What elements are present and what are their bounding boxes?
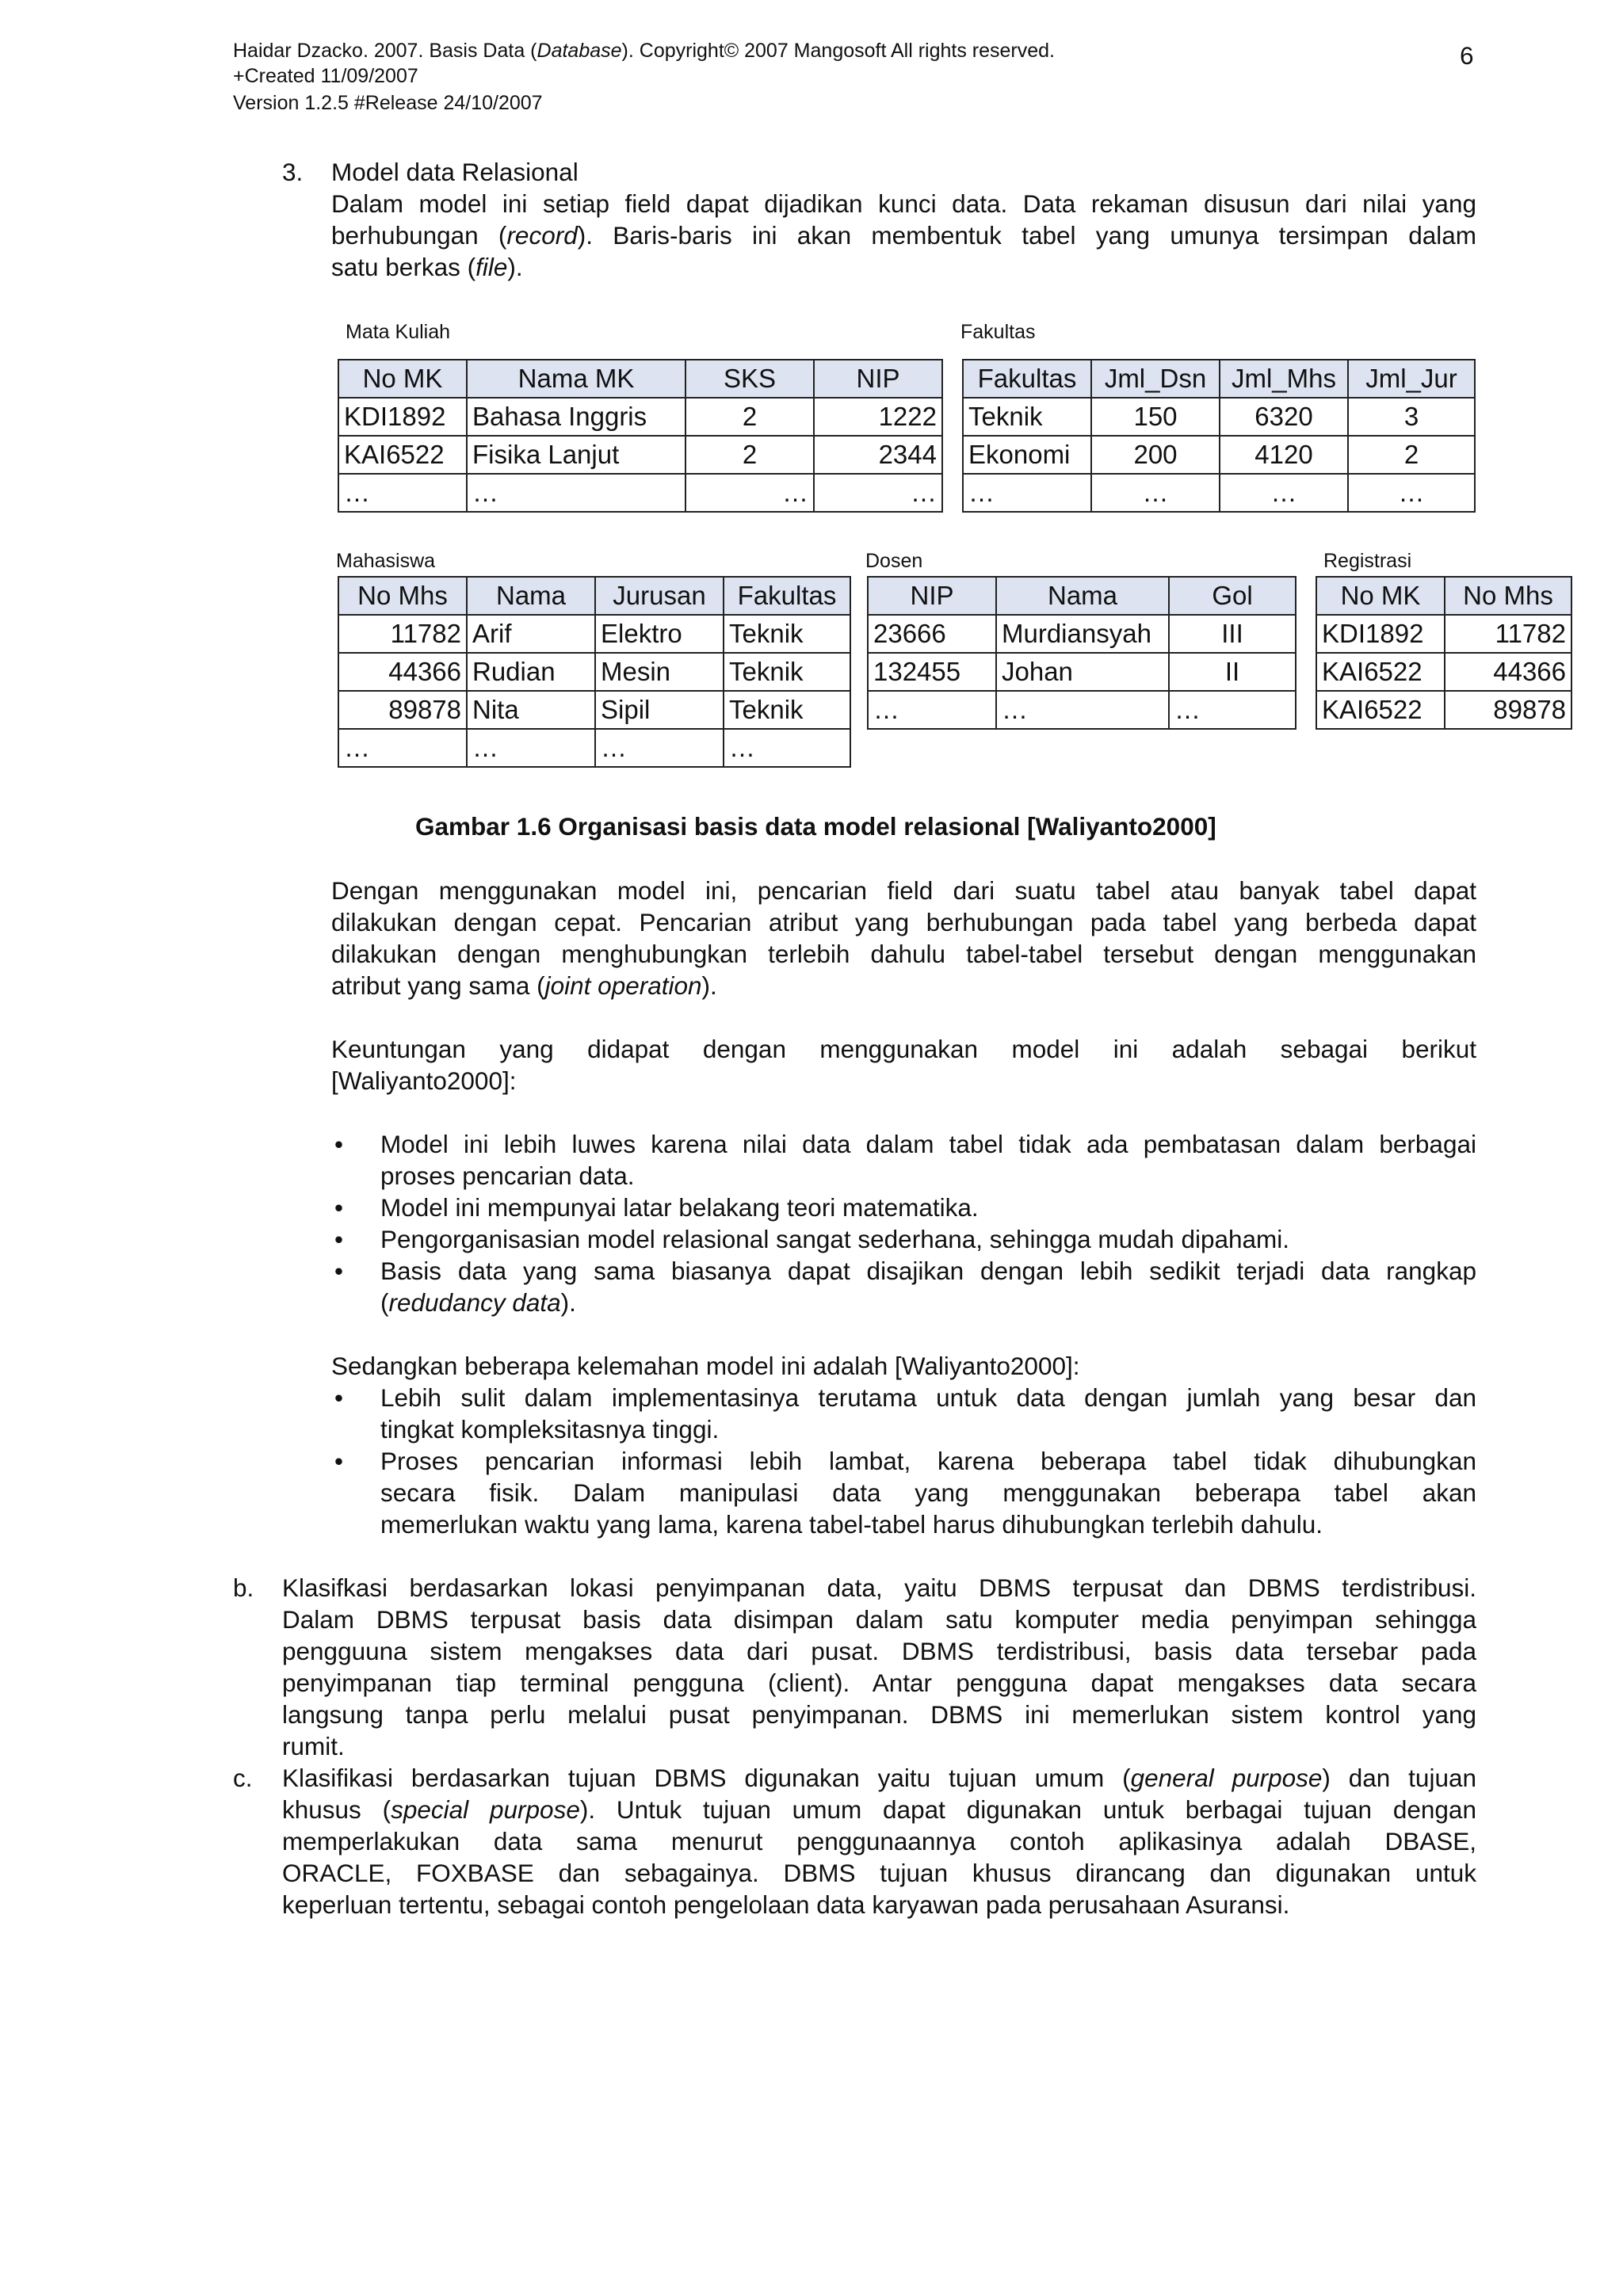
table-row bbox=[338, 653, 850, 691]
column-header: Jurusan bbox=[595, 577, 724, 615]
column-header: Jml_Mhs bbox=[1220, 360, 1348, 398]
table-cell: 11782 bbox=[338, 615, 467, 653]
list-item: tingkat kompleksitasnya tinggi. bbox=[380, 1415, 720, 1444]
table-cell: … bbox=[1169, 691, 1296, 729]
table-row bbox=[1316, 653, 1571, 691]
paragraph-line: dilakukan dengan cepat. Pencarian atribut yang berhubungan pada tabel yang berbeda dapat bbox=[331, 908, 1476, 936]
list-item: (redudancy data). bbox=[380, 1288, 576, 1317]
table-cell: 23666 bbox=[868, 615, 996, 653]
table-cell: … bbox=[996, 691, 1169, 729]
column-header: Gol bbox=[1169, 577, 1296, 615]
table-cell: 3 bbox=[1348, 398, 1475, 436]
table-cell: III bbox=[1169, 615, 1296, 653]
table-cell: Fisika Lanjut bbox=[467, 436, 685, 474]
table-cell: Rudian bbox=[467, 653, 595, 691]
table-header-row bbox=[963, 360, 1475, 398]
list-item: langsung tanpa perlu melalui pusat penyimpanan. DBMS ini memerlukan sistem kontrol yang bbox=[282, 1700, 1476, 1729]
table-cell: KAI6522 bbox=[1316, 691, 1445, 729]
list-marker: b. bbox=[233, 1573, 254, 1602]
table-cell: 4120 bbox=[1220, 436, 1348, 474]
table-cell: … bbox=[1091, 474, 1220, 512]
section-number: 3. bbox=[282, 158, 304, 186]
list-item: memerlukan waktu yang lama, karena tabel-tabel harus dihubungkan terlebih dahulu. bbox=[380, 1510, 1323, 1539]
table-cell: 2 bbox=[685, 436, 814, 474]
table-cell: … bbox=[1348, 474, 1475, 512]
column-header: Fakultas bbox=[724, 577, 850, 615]
column-header: SKS bbox=[685, 360, 814, 398]
table-row bbox=[868, 691, 1296, 729]
table-caption-fakultas: Fakultas bbox=[960, 321, 1036, 343]
paragraph-line: Sedangkan beberapa kelemahan model ini adalah [Waliyanto2000]: bbox=[331, 1352, 1080, 1380]
table-caption-mata-kuliah: Mata Kuliah bbox=[346, 321, 451, 343]
table-row bbox=[1316, 615, 1571, 653]
table-mata-kuliah bbox=[338, 359, 943, 513]
table-row bbox=[338, 398, 942, 436]
list-item: Lebih sulit dalam implementasinya terutama untuk data dengan jumlah yang besar dan bbox=[380, 1383, 1476, 1412]
table-cell: KAI6522 bbox=[1316, 653, 1445, 691]
table-cell: 2344 bbox=[814, 436, 942, 474]
table-cell: … bbox=[868, 691, 996, 729]
table-mahasiswa bbox=[338, 576, 851, 768]
page-number: 6 bbox=[1460, 41, 1474, 70]
table-cell: … bbox=[595, 729, 724, 767]
figure-caption: Gambar 1.6 Organisasi basis data model relasional [Waliyanto2000] bbox=[415, 812, 1216, 841]
table-cell: 2 bbox=[685, 398, 814, 436]
table-dosen bbox=[867, 576, 1296, 730]
table-caption-registrasi: Registrasi bbox=[1323, 550, 1412, 572]
bullet-icon: • bbox=[334, 1225, 344, 1253]
table-cell: KAI6522 bbox=[338, 436, 467, 474]
table-cell: 2 bbox=[1348, 436, 1475, 474]
table-cell: Bahasa Inggris bbox=[467, 398, 685, 436]
table-header-row bbox=[338, 577, 850, 615]
bullet-icon: • bbox=[334, 1130, 344, 1158]
table-row bbox=[868, 653, 1296, 691]
list-item: pengguuna sistem mengakses data dari pusat. DBMS terdistribusi, basis data tersebar pada bbox=[282, 1637, 1476, 1665]
column-header: Jml_Jur bbox=[1348, 360, 1475, 398]
table-registrasi bbox=[1316, 576, 1572, 730]
column-header: Nama MK bbox=[467, 360, 685, 398]
list-item: Klasifikasi berdasarkan tujuan DBMS digunakan yaitu tujuan umum (general purpose) dan tujuan bbox=[282, 1764, 1476, 1792]
table-cell: … bbox=[467, 474, 685, 512]
table-row bbox=[338, 474, 942, 512]
paragraph-line: dilakukan dengan menghubungkan terlebih dahulu tabel-tabel tersebut dengan menggunakan bbox=[331, 940, 1476, 968]
column-header: Nama bbox=[467, 577, 595, 615]
list-item: Pengorganisasian model relasional sangat sederhana, sehingga mudah dipahami. bbox=[380, 1225, 1290, 1253]
table-cell: Sipil bbox=[595, 691, 724, 729]
list-item: Model ini lebih luwes karena nilai data dalam tabel tidak ada pembatasan dalam berbagai bbox=[380, 1130, 1476, 1158]
table-header-row bbox=[868, 577, 1296, 615]
table-cell: II bbox=[1169, 653, 1296, 691]
list-item: ORACLE, FOXBASE dan sebagainya. DBMS tujuan khusus dirancang dan digunakan untuk bbox=[282, 1859, 1476, 1887]
table-cell: KDI1892 bbox=[338, 398, 467, 436]
table-cell: 11782 bbox=[1445, 615, 1571, 653]
list-item: Klasifkasi berdasarkan lokasi penyimpanan data, yaitu DBMS terpusat dan DBMS terdistribusi. bbox=[282, 1573, 1476, 1602]
list-item: proses pencarian data. bbox=[380, 1161, 635, 1190]
table-row bbox=[338, 691, 850, 729]
column-header: NIP bbox=[814, 360, 942, 398]
table-cell: … bbox=[814, 474, 942, 512]
table-cell: Arif bbox=[467, 615, 595, 653]
table-cell: Nita bbox=[467, 691, 595, 729]
column-header: Nama bbox=[996, 577, 1169, 615]
column-header: No Mhs bbox=[338, 577, 467, 615]
table-cell: Elektro bbox=[595, 615, 724, 653]
section-para-line: berhubungan (record). Baris-baris ini akan membentuk tabel yang umunya tersimpan dalam bbox=[331, 221, 1477, 250]
column-header: Fakultas bbox=[963, 360, 1091, 398]
table-cell: 89878 bbox=[338, 691, 467, 729]
list-item: Model ini mempunyai latar belakang teori matematika. bbox=[380, 1193, 979, 1222]
table-cell: 200 bbox=[1091, 436, 1220, 474]
table-cell: Teknik bbox=[724, 653, 850, 691]
table-row bbox=[868, 615, 1296, 653]
paragraph-line: Keuntungan yang didapat dengan menggunakan model ini adalah sebagai berikut bbox=[331, 1035, 1476, 1063]
table-cell: 1222 bbox=[814, 398, 942, 436]
table-cell: 44366 bbox=[338, 653, 467, 691]
list-item: khusus (special purpose). Untuk tujuan umum dapat digunakan untuk berbagai tujuan dengan bbox=[282, 1795, 1476, 1824]
table-cell: … bbox=[685, 474, 814, 512]
section-para-line: Dalam model ini setiap field dapat dijadikan kunci data. Data rekaman disusun dari nilai yang bbox=[331, 189, 1476, 218]
table-header-row bbox=[1316, 577, 1571, 615]
table-caption-dosen: Dosen bbox=[865, 550, 923, 572]
table-cell: 150 bbox=[1091, 398, 1220, 436]
column-header: Jml_Dsn bbox=[1091, 360, 1220, 398]
table-header-row bbox=[338, 360, 942, 398]
section-para-line: satu berkas (file). bbox=[331, 253, 523, 281]
bullet-icon: • bbox=[334, 1193, 344, 1222]
list-item: rumit. bbox=[282, 1732, 345, 1760]
table-row bbox=[338, 436, 942, 474]
table-row bbox=[963, 398, 1475, 436]
table-cell: … bbox=[963, 474, 1091, 512]
table-cell: … bbox=[338, 474, 467, 512]
table-cell: 6320 bbox=[1220, 398, 1348, 436]
table-cell: … bbox=[467, 729, 595, 767]
table-cell: … bbox=[338, 729, 467, 767]
table-cell: KDI1892 bbox=[1316, 615, 1445, 653]
list-item: memperlakukan data sama menurut penggunaannya contoh aplikasinya adalah DBASE, bbox=[282, 1827, 1476, 1855]
header-line-1: Haidar Dzacko. 2007. Basis Data (Database). Copyright© 2007 Mangosoft All rights reserved. bbox=[233, 40, 1056, 62]
table-row bbox=[963, 474, 1475, 512]
column-header: No MK bbox=[1316, 577, 1445, 615]
table-cell: Teknik bbox=[724, 615, 850, 653]
list-item: Proses pencarian informasi lebih lambat, karena beberapa tabel tidak dihubungkan bbox=[380, 1447, 1476, 1475]
table-cell: Johan bbox=[996, 653, 1169, 691]
list-marker: c. bbox=[233, 1764, 253, 1792]
paragraph-line: [Waliyanto2000]: bbox=[331, 1066, 517, 1095]
list-item: Basis data yang sama biasanya dapat disajikan dengan lebih sedikit terjadi data rangkap bbox=[380, 1257, 1476, 1285]
table-cell: … bbox=[1220, 474, 1348, 512]
table-fakultas bbox=[962, 359, 1476, 513]
bullet-icon: • bbox=[334, 1257, 344, 1285]
table-row bbox=[963, 436, 1475, 474]
table-cell: Murdiansyah bbox=[996, 615, 1169, 653]
table-cell: Teknik bbox=[963, 398, 1091, 436]
section-title: Model data Relasional bbox=[331, 158, 579, 186]
table-cell: 44366 bbox=[1445, 653, 1571, 691]
list-item: Dalam DBMS terpusat basis data disimpan dalam satu komputer media penyimpan sehingga bbox=[282, 1605, 1476, 1634]
table-cell: 132455 bbox=[868, 653, 996, 691]
paragraph-line: Dengan menggunakan model ini, pencarian field dari suatu tabel atau banyak tabel dapat bbox=[331, 876, 1476, 905]
list-item: secara fisik. Dalam manipulasi data yang menggunakan beberapa tabel akan bbox=[380, 1478, 1476, 1507]
table-cell: … bbox=[724, 729, 850, 767]
column-header: NIP bbox=[868, 577, 996, 615]
paragraph-line: atribut yang sama (joint operation). bbox=[331, 971, 717, 1000]
list-item: keperluan tertentu, sebagai contoh pengelolaan data karyawan pada perusahaan Asuransi. bbox=[282, 1890, 1290, 1919]
column-header: No MK bbox=[338, 360, 467, 398]
bullet-icon: • bbox=[334, 1447, 344, 1475]
list-item: penyimpanan tiap terminal pengguna (client). Antar pengguna dapat mengakses data secara bbox=[282, 1669, 1476, 1697]
table-row bbox=[338, 615, 850, 653]
column-header: No Mhs bbox=[1445, 577, 1571, 615]
bullet-icon: • bbox=[334, 1383, 344, 1412]
table-cell: Teknik bbox=[724, 691, 850, 729]
table-caption-mahasiswa: Mahasiswa bbox=[336, 550, 436, 572]
table-row bbox=[1316, 691, 1571, 729]
table-cell: 89878 bbox=[1445, 691, 1571, 729]
table-cell: Mesin bbox=[595, 653, 724, 691]
table-cell: Ekonomi bbox=[963, 436, 1091, 474]
header-line-2: +Created 11/09/2007 bbox=[233, 65, 418, 87]
table-row bbox=[338, 729, 850, 767]
header-line-3: Version 1.2.5 #Release 24/10/2007 bbox=[233, 92, 543, 114]
